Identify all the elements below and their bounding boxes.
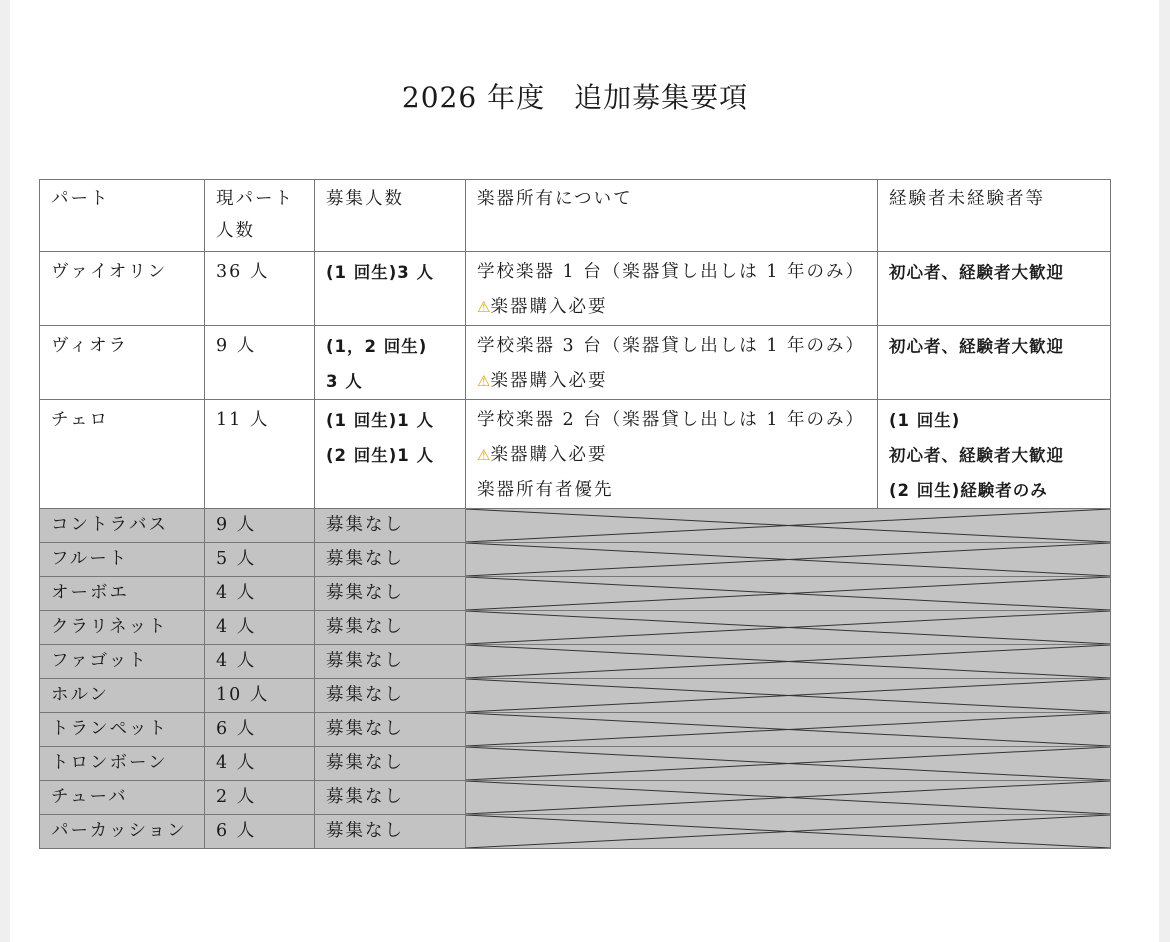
part-name: オーボエ (40, 577, 205, 611)
table-row (40, 645, 1111, 679)
current-count: 4 人 (205, 747, 315, 781)
cross-out-mark (466, 611, 1110, 644)
part-name: ヴィオラ (40, 326, 205, 400)
recruitment-table (39, 179, 1111, 849)
part-name: チューバ (40, 781, 205, 815)
cross-out-mark (466, 679, 1110, 712)
recruiting-rows (40, 252, 1111, 509)
part-name: コントラバス (40, 509, 205, 543)
part-name: トランペット (40, 713, 205, 747)
recruit-count: 募集なし (315, 713, 466, 747)
table-row (40, 509, 1111, 543)
current-count: 4 人 (205, 611, 315, 645)
recruit-count-line: (2 回生)1 人 (326, 446, 435, 465)
part-name: クラリネット (40, 611, 205, 645)
instrument-info-line (477, 473, 867, 508)
cross-out-mark (466, 645, 1110, 678)
recruit-count: 募集なし (315, 679, 466, 713)
closed-rows (40, 509, 1111, 849)
instrument-info-line (477, 329, 867, 364)
current-count: 5 人 (205, 543, 315, 577)
not-applicable-cell (466, 815, 1111, 849)
recruit-count-line: (1 回生)1 人 (326, 411, 435, 430)
not-applicable-cell (466, 509, 1111, 543)
current-count: 36 人 (205, 252, 315, 326)
current-count: 2 人 (205, 781, 315, 815)
header-instrument-ownership: 楽器所有について (466, 180, 878, 252)
recruit-count: 募集なし (315, 747, 466, 781)
cross-out-mark (466, 577, 1110, 610)
experience-info-line: (2 回生)経験者のみ (889, 481, 1048, 500)
instrument-info-text: 楽器購入必要 (490, 297, 608, 317)
header-current-count (205, 180, 315, 252)
experience-info-line: 初心者、経験者大歓迎 (889, 446, 1064, 465)
recruit-count: 募集なし (315, 611, 466, 645)
experience-info (878, 326, 1111, 400)
recruit-count: 募集なし (315, 781, 466, 815)
instrument-info-line (477, 438, 867, 473)
part-name: ホルン (40, 679, 205, 713)
cross-out-mark (466, 543, 1110, 576)
not-applicable-cell (466, 645, 1111, 679)
instrument-info-text: 学校楽器 1 台（楽器貸し出しは 1 年のみ） (477, 262, 866, 282)
instrument-info-line (477, 403, 867, 438)
instrument-info-text: 学校楽器 2 台（楽器貸し出しは 1 年のみ） (477, 410, 866, 430)
table-row (40, 781, 1111, 815)
header-current-count-line1: 現パート (216, 189, 294, 209)
experience-info-line: 初心者、経験者大歓迎 (889, 337, 1064, 356)
table-row (40, 679, 1111, 713)
part-name: チェロ (40, 400, 205, 509)
instrument-info-text: 楽器所有者優先 (477, 480, 614, 500)
recruit-count-line: (1 回生)3 人 (326, 263, 435, 282)
table-row (40, 747, 1111, 781)
table-header-row (40, 180, 1111, 252)
current-count: 6 人 (205, 713, 315, 747)
recruit-count (315, 252, 466, 326)
experience-info-line: (1 回生) (889, 411, 961, 430)
recruit-count: 募集なし (315, 645, 466, 679)
instrument-info-text: 楽器購入必要 (490, 445, 608, 465)
table-row (40, 543, 1111, 577)
header-current-count-line2: 人数 (216, 221, 255, 241)
experience-info (878, 252, 1111, 326)
part-name: トロンボーン (40, 747, 205, 781)
recruit-count: 募集なし (315, 815, 466, 849)
instrument-info (466, 326, 878, 400)
not-applicable-cell (466, 747, 1111, 781)
not-applicable-cell (466, 611, 1111, 645)
current-count: 9 人 (205, 326, 315, 400)
current-count: 9 人 (205, 509, 315, 543)
table-row (40, 400, 1111, 509)
recruit-count (315, 326, 466, 400)
cross-out-mark (466, 815, 1110, 848)
instrument-info (466, 400, 878, 509)
cross-out-mark (466, 509, 1110, 542)
table-row (40, 611, 1111, 645)
table-row (40, 713, 1111, 747)
table-row (40, 577, 1111, 611)
header-experience: 経験者未経験者等 (878, 180, 1111, 252)
page-title: 2026 年度 追加募集要項 (401, 81, 749, 114)
current-count: 4 人 (205, 645, 315, 679)
instrument-info-text: 学校楽器 3 台（楽器貸し出しは 1 年のみ） (477, 336, 866, 356)
current-count: 10 人 (205, 679, 315, 713)
part-name: ヴァイオリン (40, 252, 205, 326)
not-applicable-cell (466, 781, 1111, 815)
cross-out-mark (466, 747, 1110, 780)
recruit-count: 募集なし (315, 543, 466, 577)
recruit-count-line: (1，2 回生) (326, 337, 428, 356)
experience-info (878, 400, 1111, 509)
cross-out-mark (466, 713, 1110, 746)
instrument-info-text: 楽器購入必要 (490, 371, 608, 391)
not-applicable-cell (466, 713, 1111, 747)
warning-icon: ⚠ (477, 372, 491, 390)
current-count: 4 人 (205, 577, 315, 611)
instrument-info-line (477, 290, 867, 325)
header-part: パート (40, 180, 205, 252)
experience-info-line: 初心者、経験者大歓迎 (889, 263, 1064, 282)
header-recruit-count: 募集人数 (315, 180, 466, 252)
part-name: フルート (40, 543, 205, 577)
warning-icon: ⚠ (477, 298, 491, 316)
recruit-count: 募集なし (315, 577, 466, 611)
part-name: ファゴット (40, 645, 205, 679)
not-applicable-cell (466, 543, 1111, 577)
recruit-count: 募集なし (315, 509, 466, 543)
instrument-info (466, 252, 878, 326)
table-row (40, 252, 1111, 326)
table-row (40, 815, 1111, 849)
instrument-info-line (477, 364, 867, 399)
recruit-count-line: 3 人 (326, 372, 363, 391)
part-name: パーカッション (40, 815, 205, 849)
instrument-info-line (477, 255, 867, 290)
current-count: 11 人 (205, 400, 315, 509)
cross-out-mark (466, 781, 1110, 814)
recruit-count (315, 400, 466, 509)
not-applicable-cell (466, 679, 1111, 713)
current-count: 6 人 (205, 815, 315, 849)
table-row (40, 326, 1111, 400)
not-applicable-cell (466, 577, 1111, 611)
warning-icon: ⚠ (477, 446, 491, 464)
